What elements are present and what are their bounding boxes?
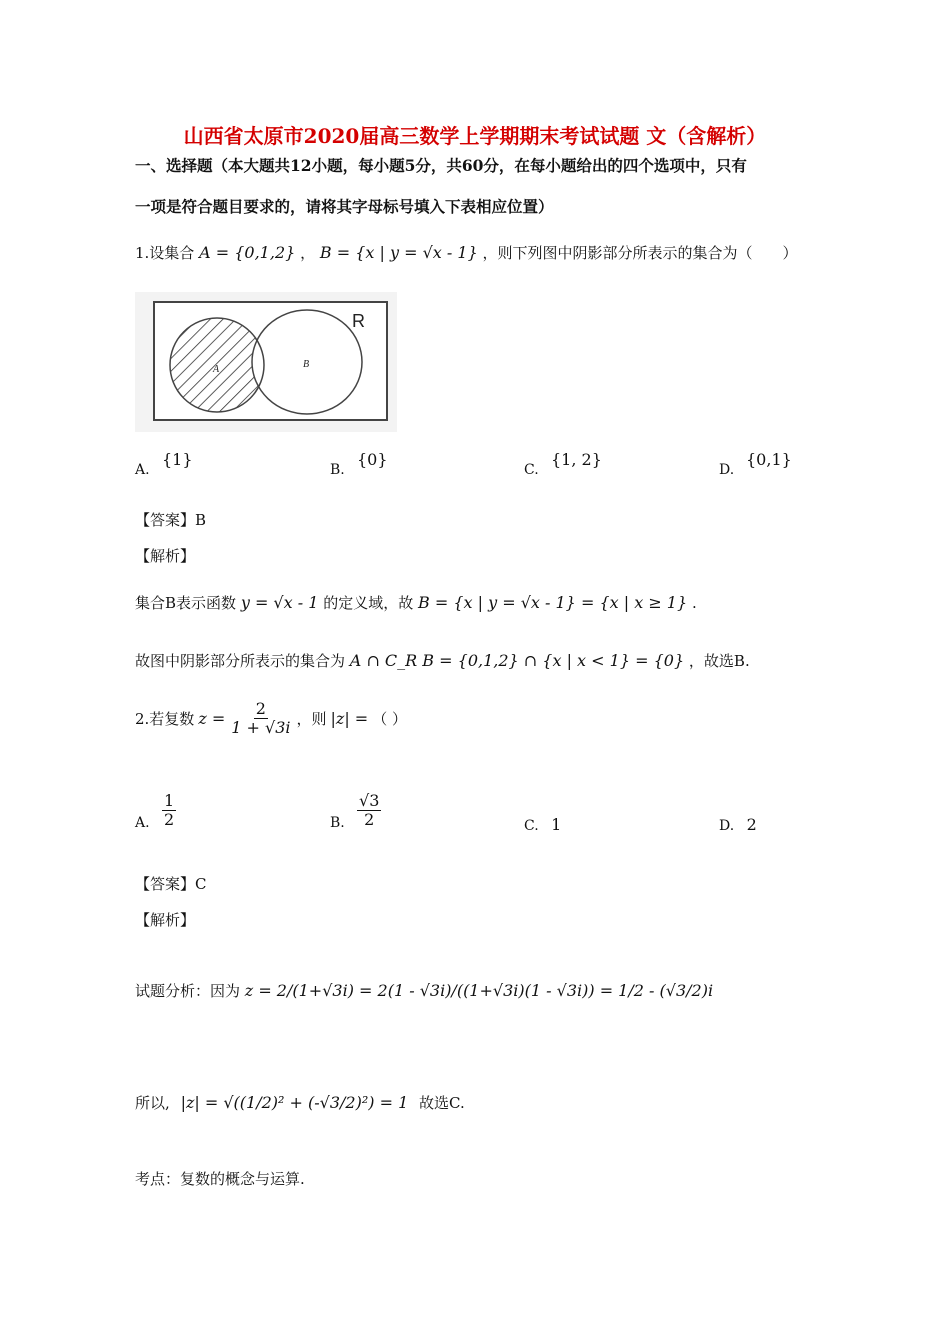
q2-fraction-num: 2 <box>255 699 266 718</box>
q2-kaodian: 考点：复数的概念与运算. <box>135 1170 305 1188</box>
venn-label-r: R <box>352 311 365 331</box>
q2-option-c <box>524 815 561 834</box>
q2-analysis1-prefix: 试题分析：因为 <box>135 982 241 1000</box>
q1-option-a-value: {1} <box>162 450 193 469</box>
page-title: 山西省太原市2020届高三数学上学期期末考试试题 文（含解析） <box>183 124 767 148</box>
venn-label-b: B <box>303 359 310 370</box>
q2-analysis-head: 【解析】 <box>135 911 196 929</box>
venn-diagram <box>135 292 397 432</box>
q2-option-b-frac <box>357 792 381 828</box>
q1-option-d-label: D. <box>719 462 735 478</box>
q2-option-a-frac <box>162 792 176 828</box>
q2-answer: 【答案】C <box>135 875 207 893</box>
q2-option-d-label: D. <box>719 818 735 834</box>
q2-option-a-den: 2 <box>164 809 175 829</box>
q1-option-c-label: C. <box>524 462 539 478</box>
q1-prefix: 1.设集合 <box>135 244 195 262</box>
q1-comma: ， <box>300 244 316 262</box>
q2-option-c-label: C. <box>524 818 539 834</box>
q2-analysis1-math: z = 2/(1+√3i) = 2(1 - √3i)/((1+√3i)(1 - √3i)) = 1/2 - (√3/2)i <box>244 981 714 1000</box>
q1-analysis1-math: B = {x | y = √x - 1} = {x | x ≥ 1} <box>417 593 688 612</box>
q1-answer: 【答案】B <box>135 511 207 529</box>
q1-option-b-value: {0} <box>357 450 388 469</box>
q1-analysis1-prefix: 集合B表示函数 <box>135 594 237 612</box>
q2-fraction-den: 1 + √3i <box>231 717 291 737</box>
q1-analysis2-end: ，故选B. <box>688 652 750 670</box>
section-header-line1: 一、选择题（本大题共12小题，每小题5分，共60分，在每小题给出的四个选项中，只有 <box>135 156 747 175</box>
q1-analysis1-end: . <box>691 594 697 612</box>
q1-analysis-line1 <box>135 592 697 613</box>
q2-mid: ，则 <box>296 709 327 728</box>
q1-option-c-value: {1, 2} <box>551 450 602 469</box>
q2-option-b-den: 2 <box>364 809 375 829</box>
q2-option-b-label: B. <box>330 815 345 831</box>
q2-analysis-line2 <box>135 1092 465 1113</box>
q1-analysis-line2 <box>135 650 750 671</box>
q2-abs: |z| = <box>330 708 369 728</box>
q2-analysis2-math: |z| = √((1/2)² + (-√3/2)²) = 1 <box>180 1093 409 1112</box>
q2-prefix: 2.若复数 <box>135 709 195 728</box>
q1-line <box>135 242 798 263</box>
venn-label-a: A <box>213 364 220 375</box>
section-header-line2: 一项是符合题目要求的，请将其字母标号填入下表相应位置） <box>135 197 554 216</box>
q1-analysis1-mid: 的定义域，故 <box>323 594 414 612</box>
q2-analysis2-suffix: 故选C. <box>419 1094 465 1112</box>
q2-suffix: （ ） <box>372 709 407 728</box>
q2-option-d-value: 2 <box>746 815 757 834</box>
venn-svg <box>135 292 397 432</box>
q2-analysis2-prefix: 所以, <box>135 1094 170 1112</box>
q2-option-b-num: √3 <box>359 791 380 810</box>
q1-analysis2-math: A ∩ C_R B = {0,1,2} ∩ {x | x < 1} = {0} <box>349 651 685 670</box>
q2-analysis-line1 <box>135 980 713 1001</box>
q2-line <box>135 700 407 736</box>
q2-z-eq: z = <box>198 708 226 728</box>
q1-analysis-head: 【解析】 <box>135 547 196 565</box>
q2-option-a-label: A. <box>135 815 150 831</box>
q2-option-d <box>719 815 757 834</box>
q2-option-c-value: 1 <box>551 815 562 834</box>
q1-analysis1-func: y = √x - 1 <box>240 593 319 612</box>
q1-analysis2-prefix: 故图中阴影部分所表示的集合为 <box>135 652 346 670</box>
q1-option-b-label: B. <box>330 462 345 478</box>
q1-suffix: ，则下列图中阴影部分所表示的集合为（ ） <box>482 244 798 262</box>
q1-option-a-label: A. <box>135 462 150 478</box>
q2-option-a-num: 1 <box>164 791 175 810</box>
q1-set-a: A = {0,1,2} <box>199 243 296 262</box>
q1-set-b: B = {x | y = √x - 1} <box>319 243 478 262</box>
q1-option-d-value: {0,1} <box>746 450 792 469</box>
q2-fraction <box>229 700 292 736</box>
